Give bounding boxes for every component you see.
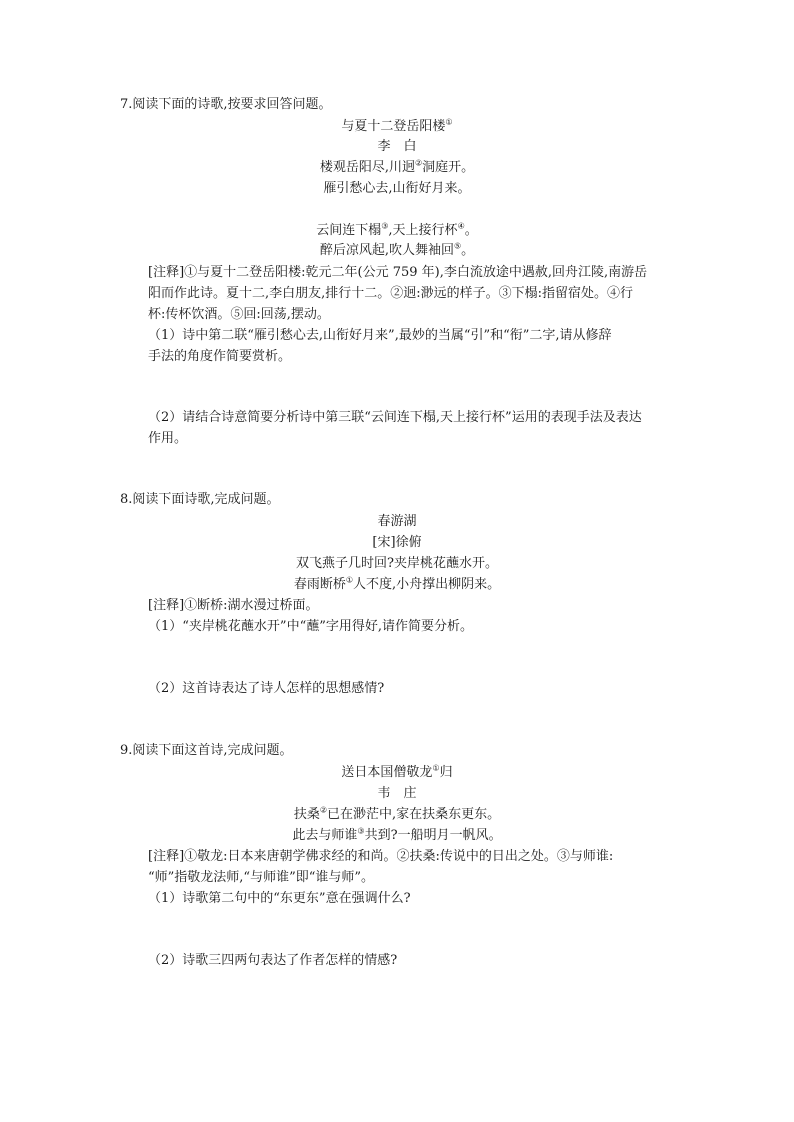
q7-l4-mark: ⑤ xyxy=(453,241,462,251)
q8-author: [宋]徐俯 xyxy=(372,535,422,550)
q9-subquestion-2: （2）诗歌三四两句表达了作者怎样的情感? xyxy=(148,953,398,968)
q7-note-line-3: 杯:传杯饮酒。⑤回:回荡,摆动。 xyxy=(148,307,330,322)
q8-l2a: 春雨断桥 xyxy=(293,577,346,592)
q8-poem-title: 春游湖 xyxy=(377,514,417,529)
q9-l1a: 扶桑 xyxy=(293,807,320,822)
q9-subquestion-1: （1）诗歌第二句中的“东更东”意在强调什么? xyxy=(148,891,411,906)
q9-title-a: 送日本国僧敬龙 xyxy=(341,765,433,780)
q7-l1-mark: ② xyxy=(414,158,423,168)
q8-l2b: 人不度,小舟撑出柳阴来。 xyxy=(353,577,501,592)
q9-poem-line-1 xyxy=(0,806,794,824)
q8-poem-line-2 xyxy=(0,576,794,594)
q9-poem-title xyxy=(0,764,794,782)
q7-poem-line-1 xyxy=(0,159,794,177)
q7-heading: 7.阅读下面的诗歌,按要求回答问题。 xyxy=(120,97,332,112)
q9-l2a: 此去与师谁 xyxy=(292,828,358,843)
q7-l3b: ,天上接行杯 xyxy=(388,223,458,238)
q9-title-mark: ① xyxy=(432,763,440,773)
q7-l3-mark2: ④ xyxy=(457,221,465,231)
q9-author: 韦 庄 xyxy=(377,786,417,801)
q7-subquestion-2-line-1: （2）请结合诗意简要分析诗中第三联“云间连下榻,天上接行杯”运用的表现手法及表达 xyxy=(148,410,642,425)
q9-l1-mark: ② xyxy=(319,805,328,815)
q7-author: 李 白 xyxy=(377,139,417,154)
q7-l1b: 洞庭开。 xyxy=(422,160,475,175)
q9-l1b: 已在渺茫中,家在扶桑东更东。 xyxy=(327,807,501,822)
q8-note: [注释]①断桥:湖水漫过桥面。 xyxy=(148,598,319,613)
q7-poem-title xyxy=(0,118,794,136)
q8-heading: 8.阅读下面诗歌,完成问题。 xyxy=(120,492,280,507)
q9-note-line-2: “师”指敬龙法师,“与师谁”即“谁与师”。 xyxy=(148,870,375,885)
q9-l2-mark: ③ xyxy=(357,826,365,836)
q7-poem-line-3 xyxy=(0,222,794,240)
q7-l3-mark: ③ xyxy=(381,221,389,231)
q7-subquestion-1-line-2: 手法的角度作简要赏析。 xyxy=(148,349,292,364)
q9-poem-line-2 xyxy=(0,827,794,845)
q8-l2-mark: ① xyxy=(345,575,354,585)
q7-title-text: 与夏十二登岳阳楼 xyxy=(341,119,446,134)
q7-poem-line-2: 雁引愁心去,山衔好月来。 xyxy=(323,181,471,196)
q9-l2b: 共到?一船明月一帆风。 xyxy=(364,828,502,843)
q9-note-line-1: [注释]①敬龙:日本来唐朝学佛求经的和尚。②扶桑:传说中的日出之处。③与师谁: xyxy=(148,849,614,864)
q7-l1a: 楼观岳阳尽,川迥 xyxy=(319,160,415,175)
q7-poem-line-4 xyxy=(0,242,794,260)
q7-l4b: 。 xyxy=(461,243,475,258)
q8-poem-line-1: 双飞燕子几时回?夹岸桃花蘸水开。 xyxy=(296,556,498,571)
q9-title-b: 归 xyxy=(439,765,453,780)
q8-subquestion-2: （2）这首诗表达了诗人怎样的思想感情? xyxy=(148,681,385,696)
q7-l3a: 云间连下榻 xyxy=(316,223,382,238)
q9-heading: 9.阅读下面这首诗,完成问题。 xyxy=(120,743,293,758)
q7-title-note-mark: ① xyxy=(445,117,453,127)
q7-subquestion-2-line-2: 作用。 xyxy=(148,431,188,446)
q7-subquestion-1-line-1: （1）诗中第二联“雁引愁心去,山衔好月来”,最妙的当属“引”和“衔”二字,请从修辞 xyxy=(148,328,612,343)
q7-l4a: 醉后凉风起,吹人舞袖回 xyxy=(319,243,454,258)
q7-note-line-2: 阳而作此诗。夏十二,李白朋友,排行十二。②迥:渺远的样子。③下榻:指留宿处。④行 xyxy=(148,286,634,301)
q8-subquestion-1: （1）“夹岸桃花蘸水开”中“蘸”字用得好,请作简要分析。 xyxy=(148,619,473,634)
q7-l3c: 。 xyxy=(464,223,478,238)
q7-note-line-1: [注释]①与夏十二登岳阳楼:乾元二年(公元 759 年),李白流放途中遇赦,回舟江陵,南游岳 xyxy=(148,265,648,280)
